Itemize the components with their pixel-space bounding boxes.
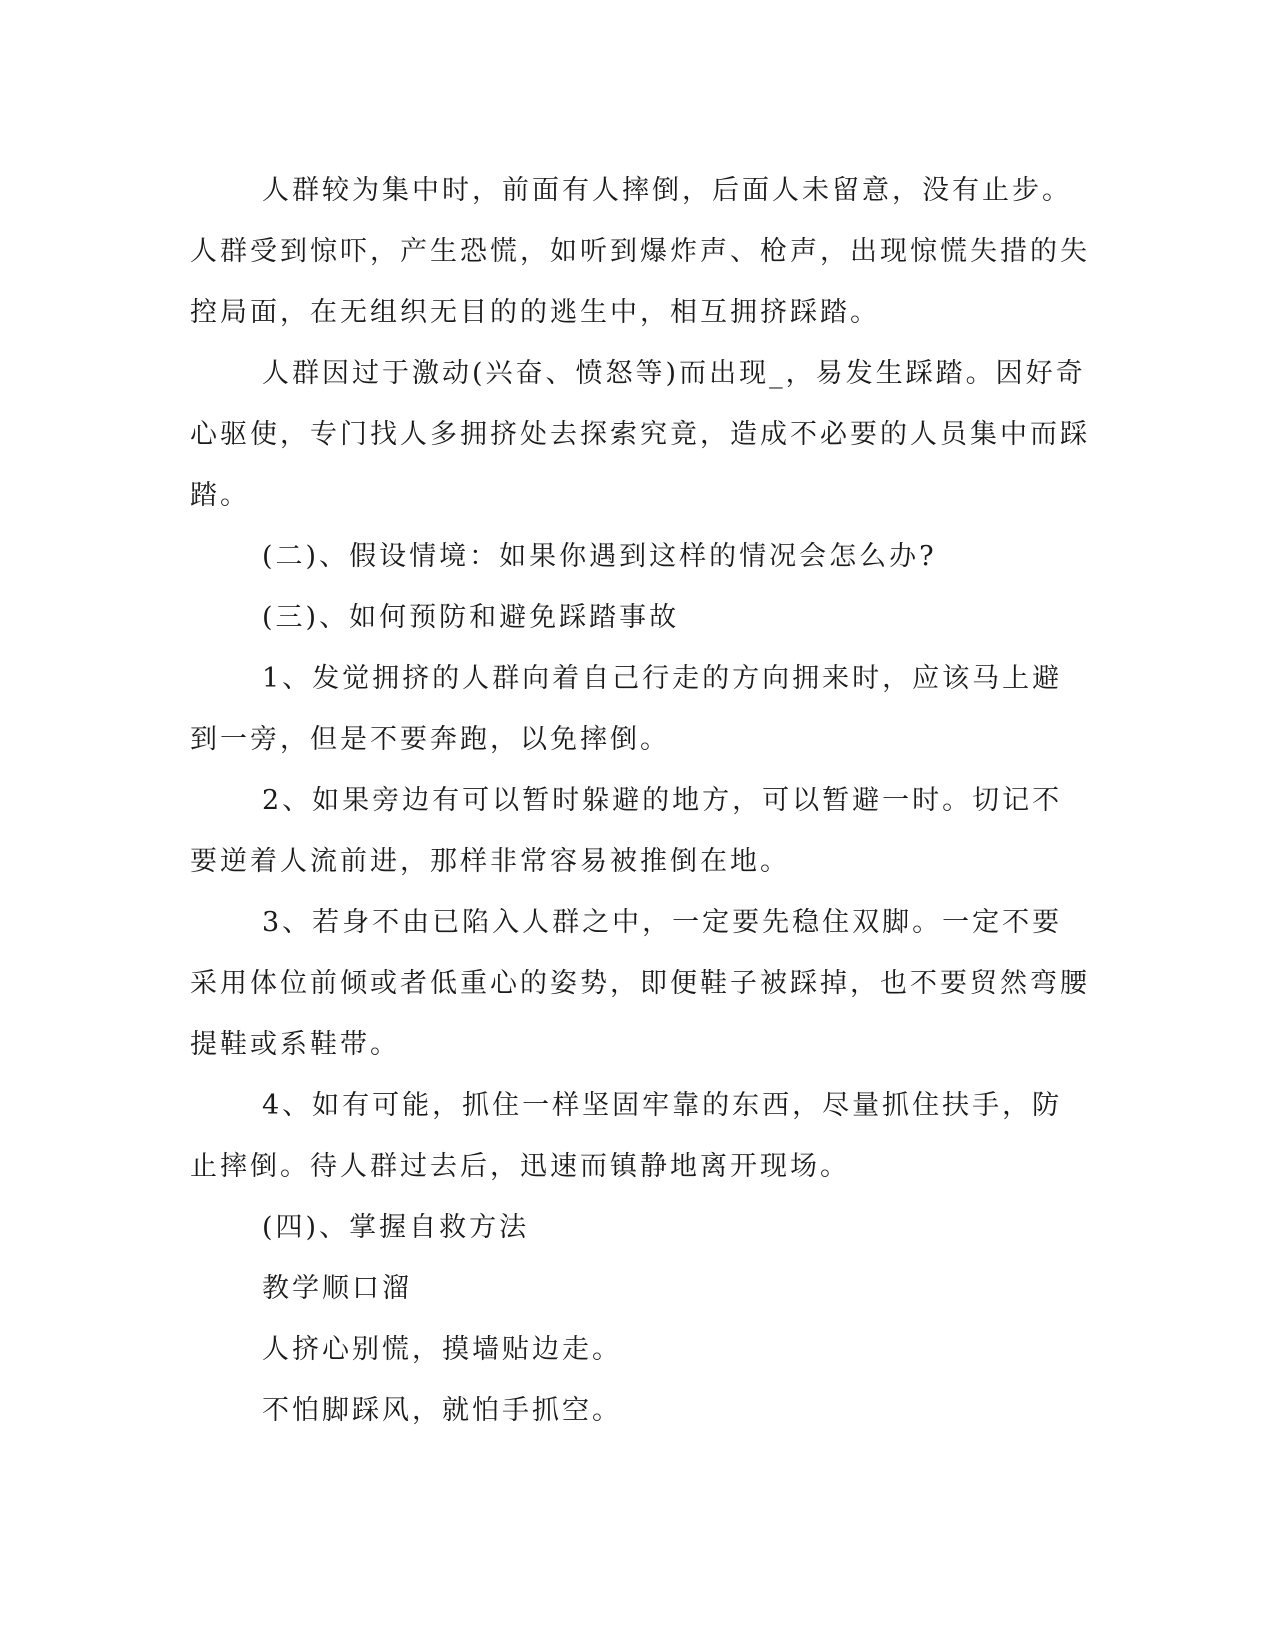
rhyme-line-1: 人挤心别慌，摸墙贴边走。 [262,1334,622,1365]
section-heading-self-rescue: (四)、掌握自救方法 [262,1212,530,1243]
list-item-4: 4、如有可能，抓住一样坚固牢靠的东西，尽量抓住扶手，防止摔倒。待人群过去后，迅速而镇静地离开现场。 [190,1090,1063,1182]
rhyme-line-2: 不怕脚踩风，就怕手抓空。 [262,1395,622,1426]
section-heading-prevention: (三)、如何预防和避免踩踏事故 [262,602,680,633]
section-heading-scenario: (二)、假设情境：如果你遇到这样的情况会怎么办? [262,541,937,572]
list-item-3: 3、若身不由已陷入人群之中，一定要先稳住双脚。一定不要采用体位前倾或者低重心的姿势，即便鞋子被踩掉，也不要贸然弯腰提鞋或系鞋带。 [190,907,1090,1060]
list-item-1: 1、发觉拥挤的人群向着自己行走的方向拥来时，应该马上避到一旁，但是不要奔跑，以免摔倒。 [190,663,1063,755]
list-item-2: 2、如果旁边有可以暂时躲避的地方，可以暂避一时。切记不要逆着人流前进，那样非常容易被推倒在地。 [190,785,1063,877]
paragraph-causes-collapse: 人群较为集中时，前面有人摔倒，后面人未留意，没有止步。人群受到惊吓，产生恐慌，如听到爆炸声、枪声，出现惊慌失措的失控局面，在无组织无目的的逃生中，相互拥挤踩踏。 [190,175,1090,328]
rhyme-title: 教学顺口溜 [262,1273,412,1304]
paragraph-causes-excitement: 人群因过于激动(兴奋、愤怒等)而出现_，易发生踩踏。因好奇心驱使，专门找人多拥挤处去探索究竟，造成不必要的人员集中而踩踏。 [190,358,1090,511]
document-body [190,160,1090,1441]
